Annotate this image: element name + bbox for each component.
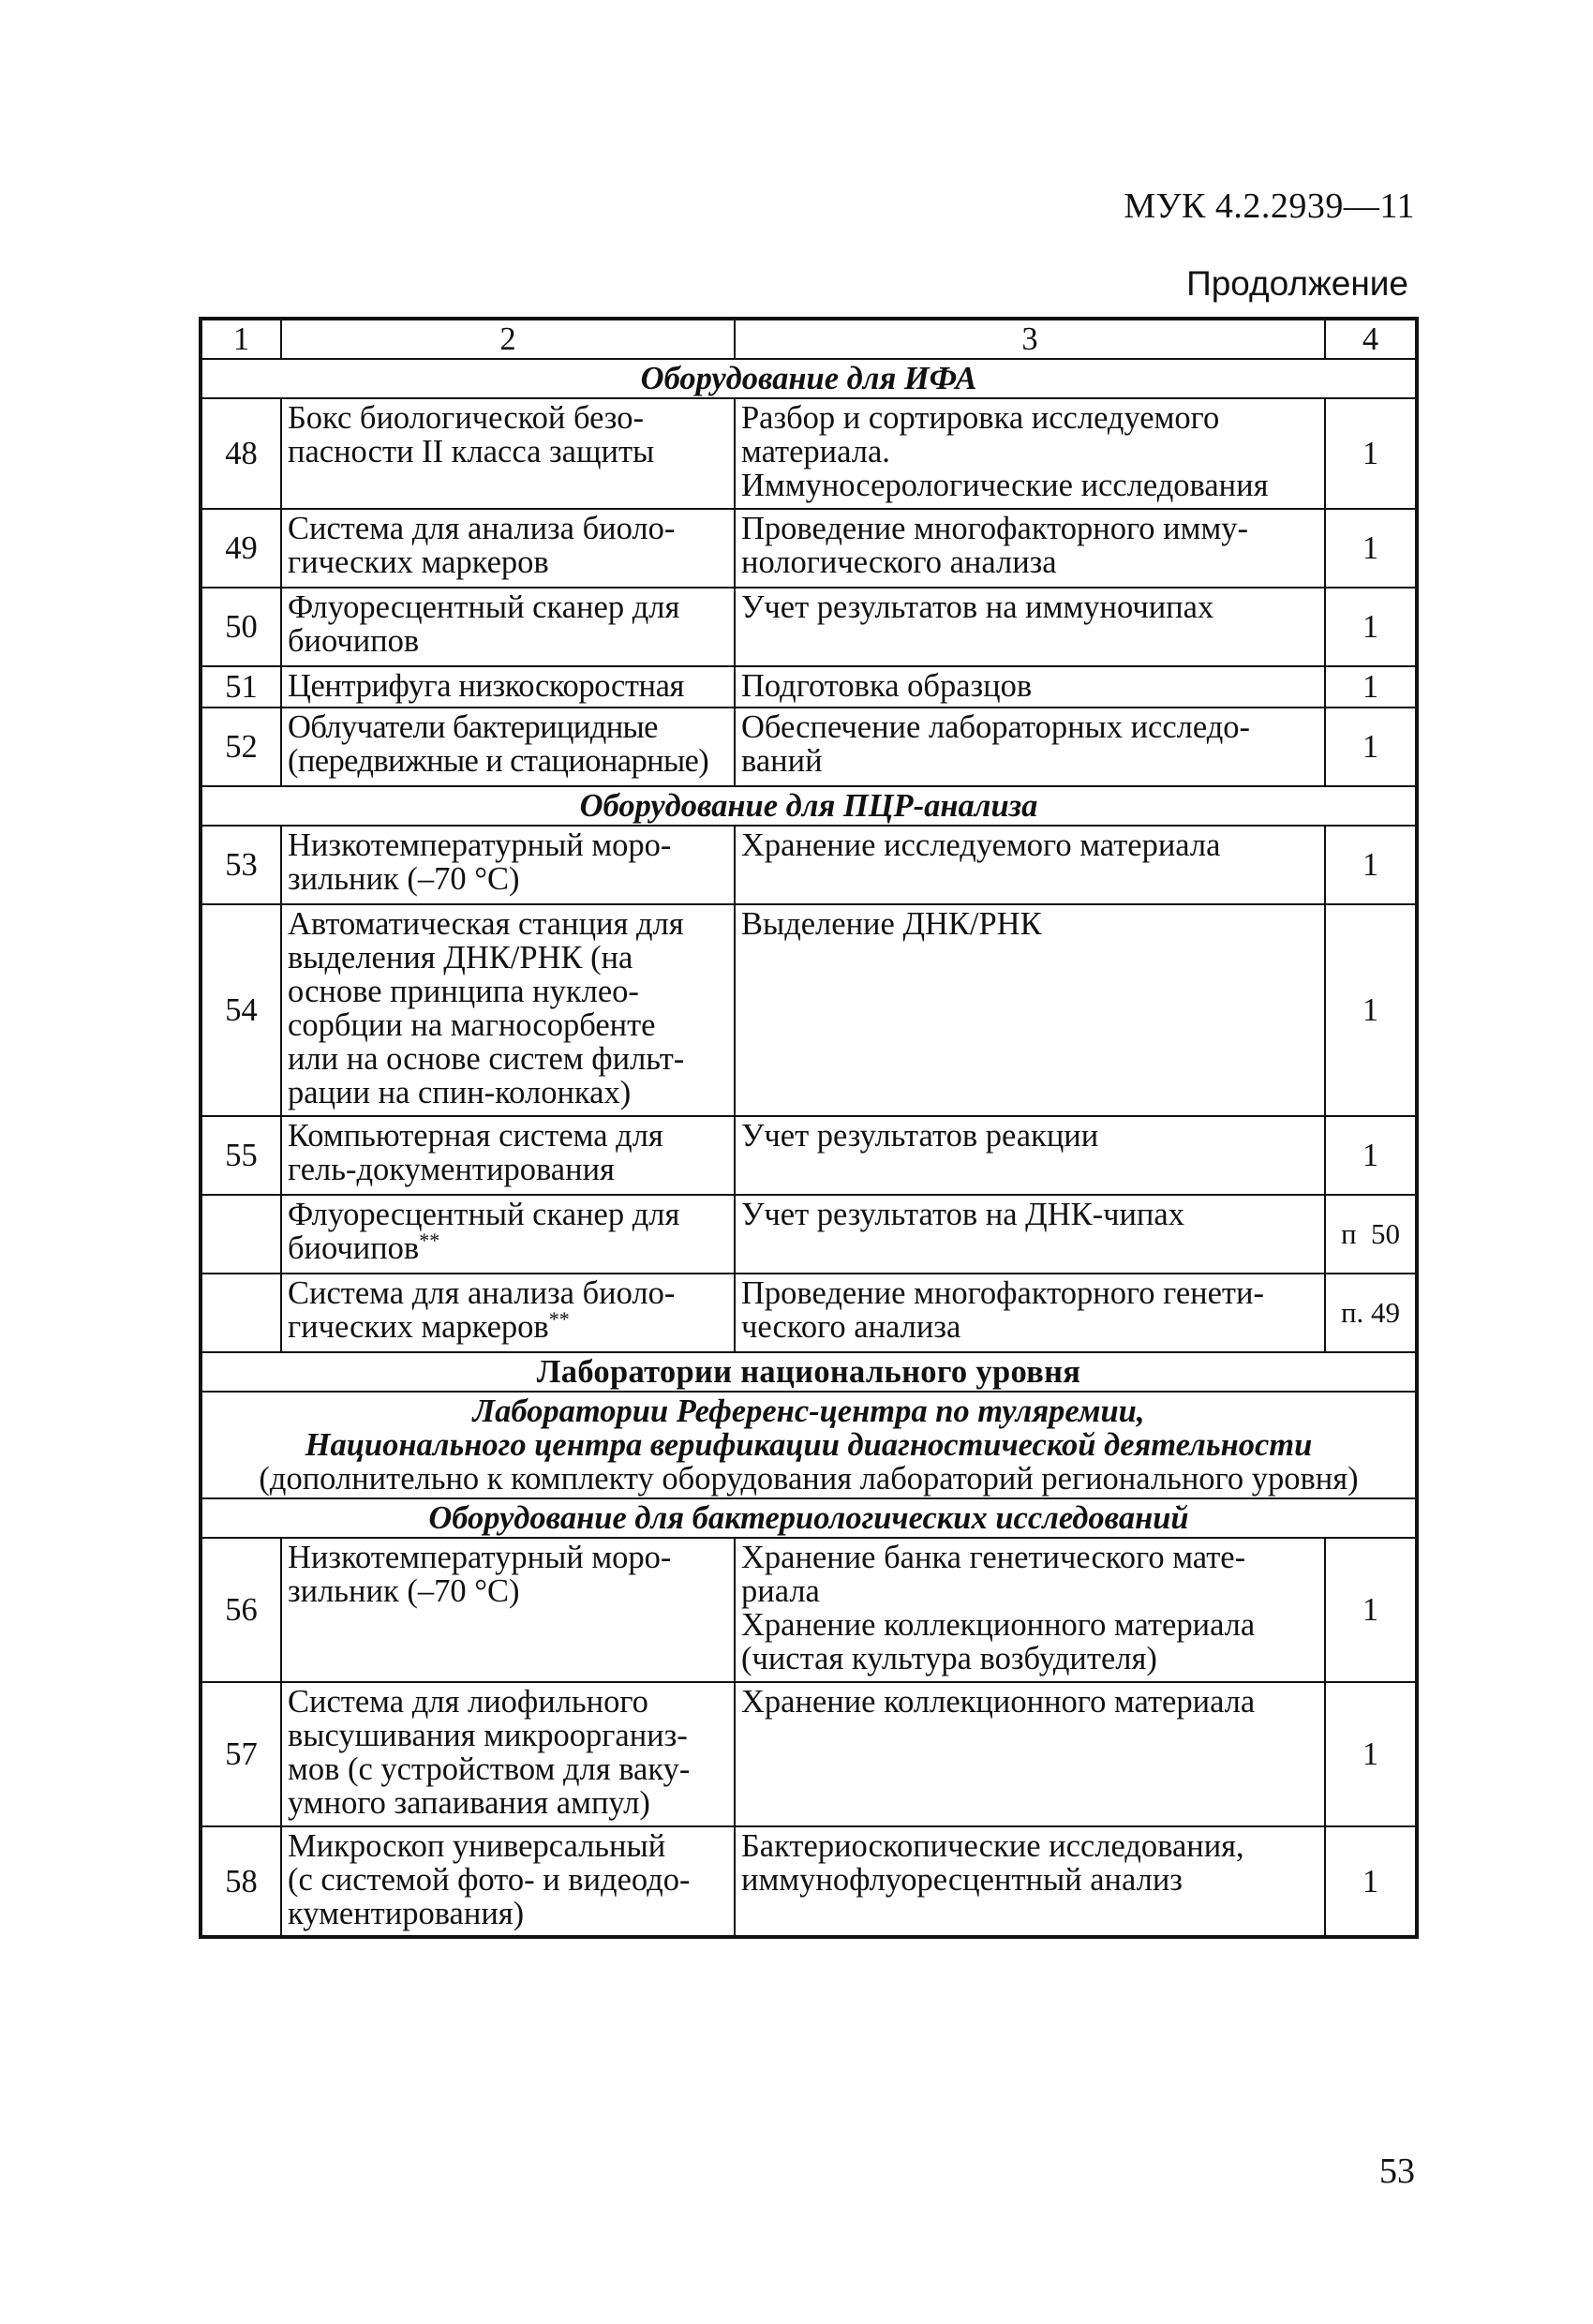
section-row-bacterio [201, 1498, 1417, 1538]
column-header-3: 3 [735, 319, 1325, 359]
equipment-name-text: Центрифуга низкоскоростная [288, 668, 684, 704]
equipment-purpose-text: Хранение коллекционного материала [741, 1684, 1256, 1720]
section-row-ifa [201, 359, 1417, 398]
equipment-purpose [735, 1195, 1325, 1274]
equipment-quantity: 1 [1325, 509, 1417, 588]
equipment-name [281, 1274, 735, 1352]
row-number: 53 [201, 826, 281, 904]
row-number: 57 [201, 1682, 281, 1826]
table-row-58 [201, 1826, 1417, 1937]
equipment-name-text: Низкотемпературный моро- зильник (–70 °С) [288, 1540, 672, 1609]
footnote-mark: ** [548, 1307, 570, 1331]
equipment-purpose-text: Учет результатов реакции [741, 1118, 1099, 1154]
equipment-name [281, 1116, 735, 1195]
equipment-name [281, 1826, 735, 1937]
table-row-52 [201, 708, 1417, 786]
equipment-name-text [288, 1198, 728, 1265]
page-number: 53 [1379, 2152, 1415, 2191]
continuation-label: Продолжение [1186, 264, 1408, 303]
equipment-name [281, 1682, 735, 1826]
column-header-1: 1 [201, 319, 281, 359]
table-row-57 [201, 1682, 1417, 1826]
equipment-purpose-text: Хранение банка генетического мате- риала Хранение коллекционного материала (чистая культура возбудителя) [741, 1540, 1256, 1676]
table-row-53 [201, 826, 1417, 904]
equipment-quantity: 1 [1325, 398, 1417, 509]
reference-center-line-2: Национального центра верификации диагностической деятельности [305, 1427, 1313, 1463]
equipment-purpose [735, 904, 1325, 1116]
equipment-name [281, 588, 735, 666]
equipment-name-text: Микроскоп универсальный (с системой фото- и видеодо- кументирования) [288, 1828, 691, 1931]
equipment-purpose [735, 588, 1325, 666]
section-row-pcr [201, 786, 1417, 826]
table-row-55 [201, 1116, 1417, 1195]
equipment-name-text: Флуоресцентный сканер для биочипов [288, 589, 680, 659]
equipment-name-body: Система для анализа биоло- гических маркеров [288, 1275, 676, 1345]
equipment-name-text: Автоматическая станция для выделения ДНК/РНК (на основе принципа нуклео- сорбции на магносорбенте или на основе систем фильт- рации на спин-колонках) [288, 906, 685, 1110]
equipment-purpose [735, 398, 1325, 509]
equipment-purpose [735, 1116, 1325, 1195]
equipment-quantity: 1 [1325, 1826, 1417, 1937]
table-row-50 [201, 588, 1417, 666]
table-row-scanner-ref [201, 1195, 1417, 1274]
equipment-purpose [735, 1826, 1325, 1937]
row-number: 49 [201, 509, 281, 588]
equipment-quantity: 1 [1325, 1538, 1417, 1682]
equipment-purpose-text: Обеспечение лабораторных исследо- ваний [741, 709, 1251, 779]
row-number [201, 1195, 281, 1274]
section-row-national [201, 1352, 1417, 1392]
row-number: 55 [201, 1116, 281, 1195]
equipment-purpose-text: Подготовка образцов [741, 668, 1033, 704]
equipment-purpose [735, 1274, 1325, 1352]
table-row-49 [201, 509, 1417, 588]
column-header-4: 4 [1325, 319, 1417, 359]
document-code: МУК 4.2.2939—11 [1124, 186, 1415, 226]
equipment-purpose-text: Учет результатов на ДНК-чипах [741, 1197, 1184, 1232]
reference-center-line-1: Лаборатории Референс-центра по туляремии, [472, 1393, 1145, 1429]
section-title-ifa: Оборудование для ИФА [201, 359, 1417, 398]
row-number: 48 [201, 398, 281, 509]
equipment-quantity: 1 [1325, 708, 1417, 786]
equipment-name [281, 666, 735, 708]
equipment-purpose-text: Учет результатов на иммуночипах [741, 589, 1214, 625]
equipment-name [281, 398, 735, 509]
equipment-quantity: 1 [1325, 904, 1417, 1116]
equipment-name-text [288, 1276, 728, 1344]
equipment-purpose [735, 826, 1325, 904]
equipment-quantity: 1 [1325, 1682, 1417, 1826]
row-number: 54 [201, 904, 281, 1116]
equipment-purpose [735, 1538, 1325, 1682]
equipment-name [281, 708, 735, 786]
equipment-name-text: Система для анализа биоло- гических маркеров [288, 511, 676, 580]
equipment-quantity: 1 [1325, 826, 1417, 904]
equipment-name [281, 509, 735, 588]
section-title-pcr: Оборудование для ПЦР-анализа [201, 786, 1417, 826]
table-row-48 [201, 398, 1417, 509]
column-header-row [201, 319, 1417, 359]
equipment-purpose-text: Разбор и сортировка исследуемого материала. Иммуносерологические исследования [741, 400, 1269, 503]
reference-center-heading [201, 1392, 1417, 1498]
equipment-purpose [735, 1682, 1325, 1826]
equipment-table [199, 317, 1419, 1939]
equipment-name-body: Флуоресцентный сканер для биочипов [288, 1197, 680, 1266]
equipment-purpose-text: Выделение ДНК/РНК [741, 906, 1042, 942]
section-title-bacterio: Оборудование для бактериологических исследований [201, 1498, 1417, 1538]
table-row-56 [201, 1538, 1417, 1682]
equipment-purpose [735, 509, 1325, 588]
equipment-name-text: Система для лиофильного высушивания микроорганиз- мов (с устройством для ваку- умного запаивания ампул) [288, 1684, 691, 1821]
equipment-purpose-text: Проведение многофакторного имму- нологического анализа [741, 511, 1249, 580]
equipment-name [281, 826, 735, 904]
table-row-biomarker-ref [201, 1274, 1417, 1352]
row-number: 56 [201, 1538, 281, 1682]
equipment-purpose-text: Проведение многофакторного генети- ческого анализа [741, 1275, 1264, 1345]
row-number: 51 [201, 666, 281, 708]
table-row-51 [201, 666, 1417, 708]
equipment-quantity: 1 [1325, 588, 1417, 666]
equipment-purpose [735, 666, 1325, 708]
equipment-purpose-text: Бактериоскопические исследования, иммунофлуоресцентный анализ [741, 1828, 1244, 1898]
table-row-54 [201, 904, 1417, 1116]
row-number: 50 [201, 588, 281, 666]
section-row-reference-center [201, 1392, 1417, 1498]
equipment-name-text: Компьютерная система для гель-документирования [288, 1118, 663, 1187]
equipment-name [281, 1538, 735, 1682]
equipment-quantity: 1 [1325, 1116, 1417, 1195]
equipment-name-text: Бокс биологической безо- пасности II класса защиты [288, 400, 655, 469]
section-title-national: Лаборатории национального уровня [201, 1352, 1417, 1392]
equipment-name-text: Облучатели бактерицидные (передвижные и стационарные) [288, 709, 709, 779]
column-header-2: 2 [281, 319, 735, 359]
equipment-quantity: п 50 [1325, 1195, 1417, 1274]
equipment-name-text: Низкотемпературный моро- зильник (–70 °С) [288, 827, 672, 897]
equipment-purpose [735, 708, 1325, 786]
row-number: 58 [201, 1826, 281, 1937]
equipment-quantity: 1 [1325, 666, 1417, 708]
equipment-name [281, 1195, 735, 1274]
reference-center-note: (дополнительно к комплекту оборудования лабораторий регионального уровня) [259, 1461, 1359, 1497]
row-number: 52 [201, 708, 281, 786]
equipment-purpose-text: Хранение исследуемого материала [741, 827, 1221, 863]
equipment-name [281, 904, 735, 1116]
row-number [201, 1274, 281, 1352]
equipment-quantity: п. 49 [1325, 1274, 1417, 1352]
footnote-mark: ** [419, 1229, 440, 1252]
